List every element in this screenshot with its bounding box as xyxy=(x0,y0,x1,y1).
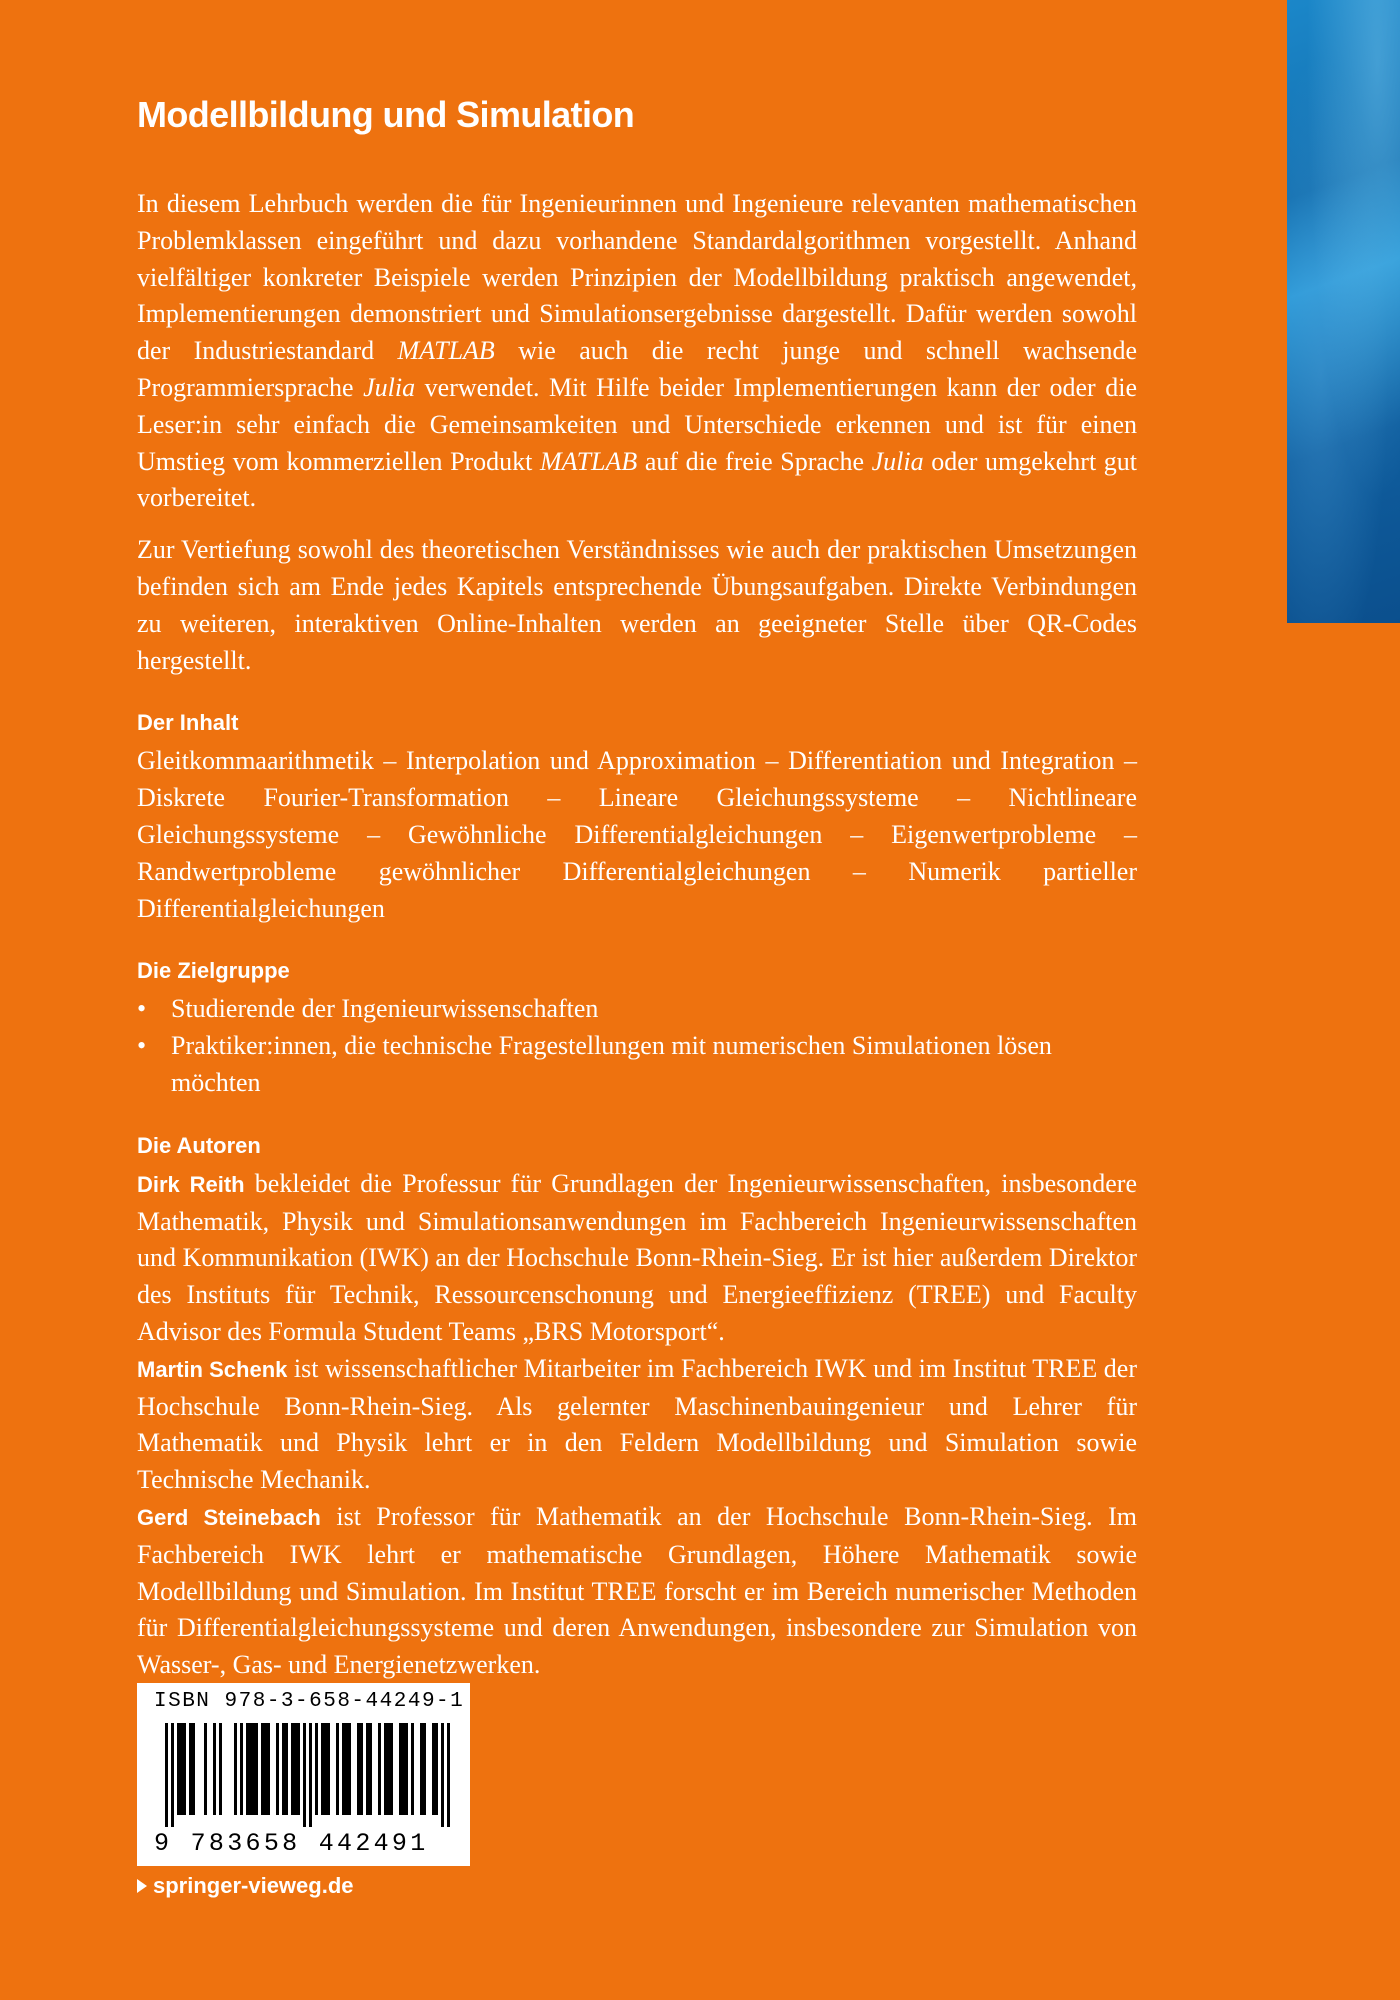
barcode-bar xyxy=(255,1723,258,1815)
matlab-term: MATLAB xyxy=(540,446,638,476)
author-bio xyxy=(137,1499,1137,1684)
barcode-bar xyxy=(387,1723,390,1815)
list-item-text: Praktiker:innen, die technische Fragestellungen mit numerischen Simulationen lösen möchten xyxy=(171,1031,1052,1097)
barcode-bar xyxy=(294,1723,297,1815)
barcode-bar xyxy=(441,1723,444,1827)
barcode-bar xyxy=(249,1723,252,1815)
barcode-bar xyxy=(321,1723,324,1815)
barcode-bar xyxy=(378,1723,381,1815)
barcode-bar xyxy=(384,1723,387,1815)
matlab-term: MATLAB xyxy=(397,336,495,366)
intro-text: wie auch die recht junge und schnell wachsende Programmiersprache xyxy=(137,336,1137,402)
barcode-bar xyxy=(204,1723,207,1815)
barcode-bar xyxy=(315,1723,318,1815)
barcode-bar xyxy=(357,1723,360,1815)
barcode-bar xyxy=(246,1723,249,1815)
author-name: Martin Schenk xyxy=(137,1356,288,1382)
barcode-bar xyxy=(291,1723,294,1815)
spine-image-strip xyxy=(1287,0,1400,623)
bullet-icon: • xyxy=(137,1031,147,1061)
barcode-bar xyxy=(369,1723,372,1815)
barcode-bar xyxy=(183,1723,186,1815)
barcode-bar xyxy=(276,1723,279,1815)
barcode-bar xyxy=(360,1723,363,1815)
intro-text: In diesem Lehrbuch werden die für Ingenieurinnen und Ingenieure relevanten mathematischen Problemklassen eingeführt und dazu vorhandene Standardalgorithmen vorgestellt. Anhand vielfältiger konkreter Beispiele werden Prinzipien der Modellbildung praktisch angewendet, Implementierungen demonstriert und Simulationsergebnisse dargestellt. Dafür werden sowohl der Industriestandard xyxy=(137,189,1137,366)
barcode-bar xyxy=(336,1723,339,1815)
author-bio xyxy=(137,1351,1137,1499)
barcode-bar xyxy=(219,1723,222,1815)
inhalt-text: Gleitkommaarithmetik – Interpolation und Approximation – Differentiation und Integration – Diskrete Fourier-Transformation – Lineare Gleichungssysteme – Nichtlineare Gleichungssysteme – Gewöhnliche Differentialgleichungen – Eigenwertprobleme – Randwertprobleme gewöhnlicher Differentialgleichungen – Numerik partieller Differentialgleichungen xyxy=(137,746,1137,923)
barcode-bar xyxy=(171,1723,174,1827)
barcode-bar xyxy=(285,1723,288,1815)
intro-text: oder umgekehrt gut vorbereitet. xyxy=(137,446,1138,513)
author-name: Dirk Reith xyxy=(137,1171,245,1197)
barcode-bar xyxy=(297,1723,300,1815)
zielgruppe-list xyxy=(137,991,1137,1101)
author-name: Gerd Steinebach xyxy=(137,1504,321,1530)
barcode-bar xyxy=(267,1723,270,1815)
barcode-digits: 9 783658 442491 xyxy=(154,1829,429,1858)
barcode-bar xyxy=(252,1723,255,1815)
intro-paragraph-2: Zur Vertiefung sowohl des theoretischen Verständnisses wie auch der praktischen Umsetzungen befinden sich am Ende jedes Kapitels entsprechende Übungsaufgaben. Direkte Verbindungen zu weiteren, interaktiven Online-Inhalten werden an geeigneter Stelle über QR-Codes hergestellt. xyxy=(137,535,1137,675)
section-title-autoren: Die Autoren xyxy=(137,1132,261,1158)
section-title-inhalt: Der Inhalt xyxy=(137,710,239,736)
section-title-zielgruppe: Die Zielgruppe xyxy=(137,958,290,984)
barcode-bar xyxy=(240,1723,243,1815)
barcode-bar xyxy=(303,1723,306,1827)
barcode-bar xyxy=(309,1723,312,1827)
website-text: springer-vieweg.de xyxy=(153,1873,354,1898)
isbn-barcode xyxy=(137,1683,470,1866)
list-item-text: Studierende der Ingenieurwissenschaften xyxy=(171,994,599,1024)
barcode-bar xyxy=(420,1723,423,1815)
book-title: Modellbildung und Simulation xyxy=(137,94,635,135)
arrow-right-icon xyxy=(137,1879,147,1893)
isbn-label: ISBN 978-3-658-44249-1 xyxy=(154,1690,465,1713)
list-item xyxy=(137,1028,1137,1102)
intro-paragraph-1 xyxy=(137,186,1137,517)
barcode-icon xyxy=(149,1723,459,1827)
barcode-bar xyxy=(213,1723,216,1815)
julia-term: Julia xyxy=(871,446,924,476)
author-bio xyxy=(137,1166,1137,1351)
barcode-bar xyxy=(390,1723,393,1815)
barcode-bar xyxy=(423,1723,426,1815)
barcode-bar xyxy=(180,1723,183,1815)
julia-term: Julia xyxy=(363,372,416,402)
barcode-bar xyxy=(327,1723,330,1815)
barcode-bar xyxy=(342,1723,345,1815)
barcode-bar xyxy=(165,1723,168,1827)
barcode-bar xyxy=(402,1723,405,1815)
bullet-icon: • xyxy=(137,994,147,1024)
barcode-bar xyxy=(192,1723,195,1815)
barcode-bar xyxy=(261,1723,264,1815)
barcode-bar xyxy=(348,1723,351,1815)
publisher-website-link[interactable] xyxy=(137,1873,354,1899)
barcode-bar xyxy=(411,1723,414,1815)
barcode-bar xyxy=(405,1723,408,1815)
intro-text: auf die freie Sprache xyxy=(637,446,872,476)
barcode-bar xyxy=(366,1723,369,1815)
intro-text: verwendet. Mit Hilfe beider Implementierungen kann der oder die Leser:in sehr einfach die Gemeinsamkeiten und Unterschiede erkennen und ist für einen Umstieg vom kommerziellen Produkt xyxy=(137,372,1137,476)
author-bio-text: bekleidet die Professur für Grundlagen der Ingenieurwissenschaften, insbesondere Mathematik, Physik und Simulationsanwendungen im Fachbereich Ingenieurwissenschaften und Kommunikation (IWK) an der Hochschule Bonn-Rhein-Sieg. Er ist hier außerdem Direktor des Instituts für Technik, Ressourcenschonung und Energieeffizienz (TREE) und Faculty Advisor des Formula Student Teams „BRS Motorsport“. xyxy=(137,1168,1137,1346)
barcode-bar xyxy=(345,1723,348,1815)
barcode-bar xyxy=(435,1723,438,1815)
barcode-bar xyxy=(234,1723,237,1815)
authors-block xyxy=(137,1166,1137,1684)
barcode-bar xyxy=(264,1723,267,1815)
barcode-bar xyxy=(447,1723,450,1827)
barcode-bar xyxy=(399,1723,402,1815)
author-bio-text: ist wissenschaftlicher Mitarbeiter im Fachbereich IWK und im Institut TREE der Hochschule Bonn-Rhein-Sieg. Als gelernter Maschinenbauingenieur und Lehrer für Mathematik und Physik lehrt er in den Feldern Modellbildung und Simulation sowie Technische Mechanik. xyxy=(137,1353,1138,1495)
barcode-bar xyxy=(177,1723,180,1815)
barcode-bar xyxy=(282,1723,285,1815)
barcode-bar xyxy=(189,1723,192,1815)
list-item xyxy=(137,991,1137,1028)
back-cover-content xyxy=(137,92,1137,1684)
barcode-bar xyxy=(324,1723,327,1815)
author-bio-text: ist Professor für Mathematik an der Hochschule Bonn-Rhein-Sieg. Im Fachbereich IWK lehrt er mathematische Grundlagen, Höhere Mathematik sowie Modellbildung und Simulation. Im Institut TREE forscht er im Bereich numerischer Methoden für Differentialgleichungssysteme und deren Anwendungen, insbesondere zur Simulation von Wasser-, Gas- und Energienetzwerken. xyxy=(137,1501,1137,1680)
barcode-bar xyxy=(432,1723,435,1815)
